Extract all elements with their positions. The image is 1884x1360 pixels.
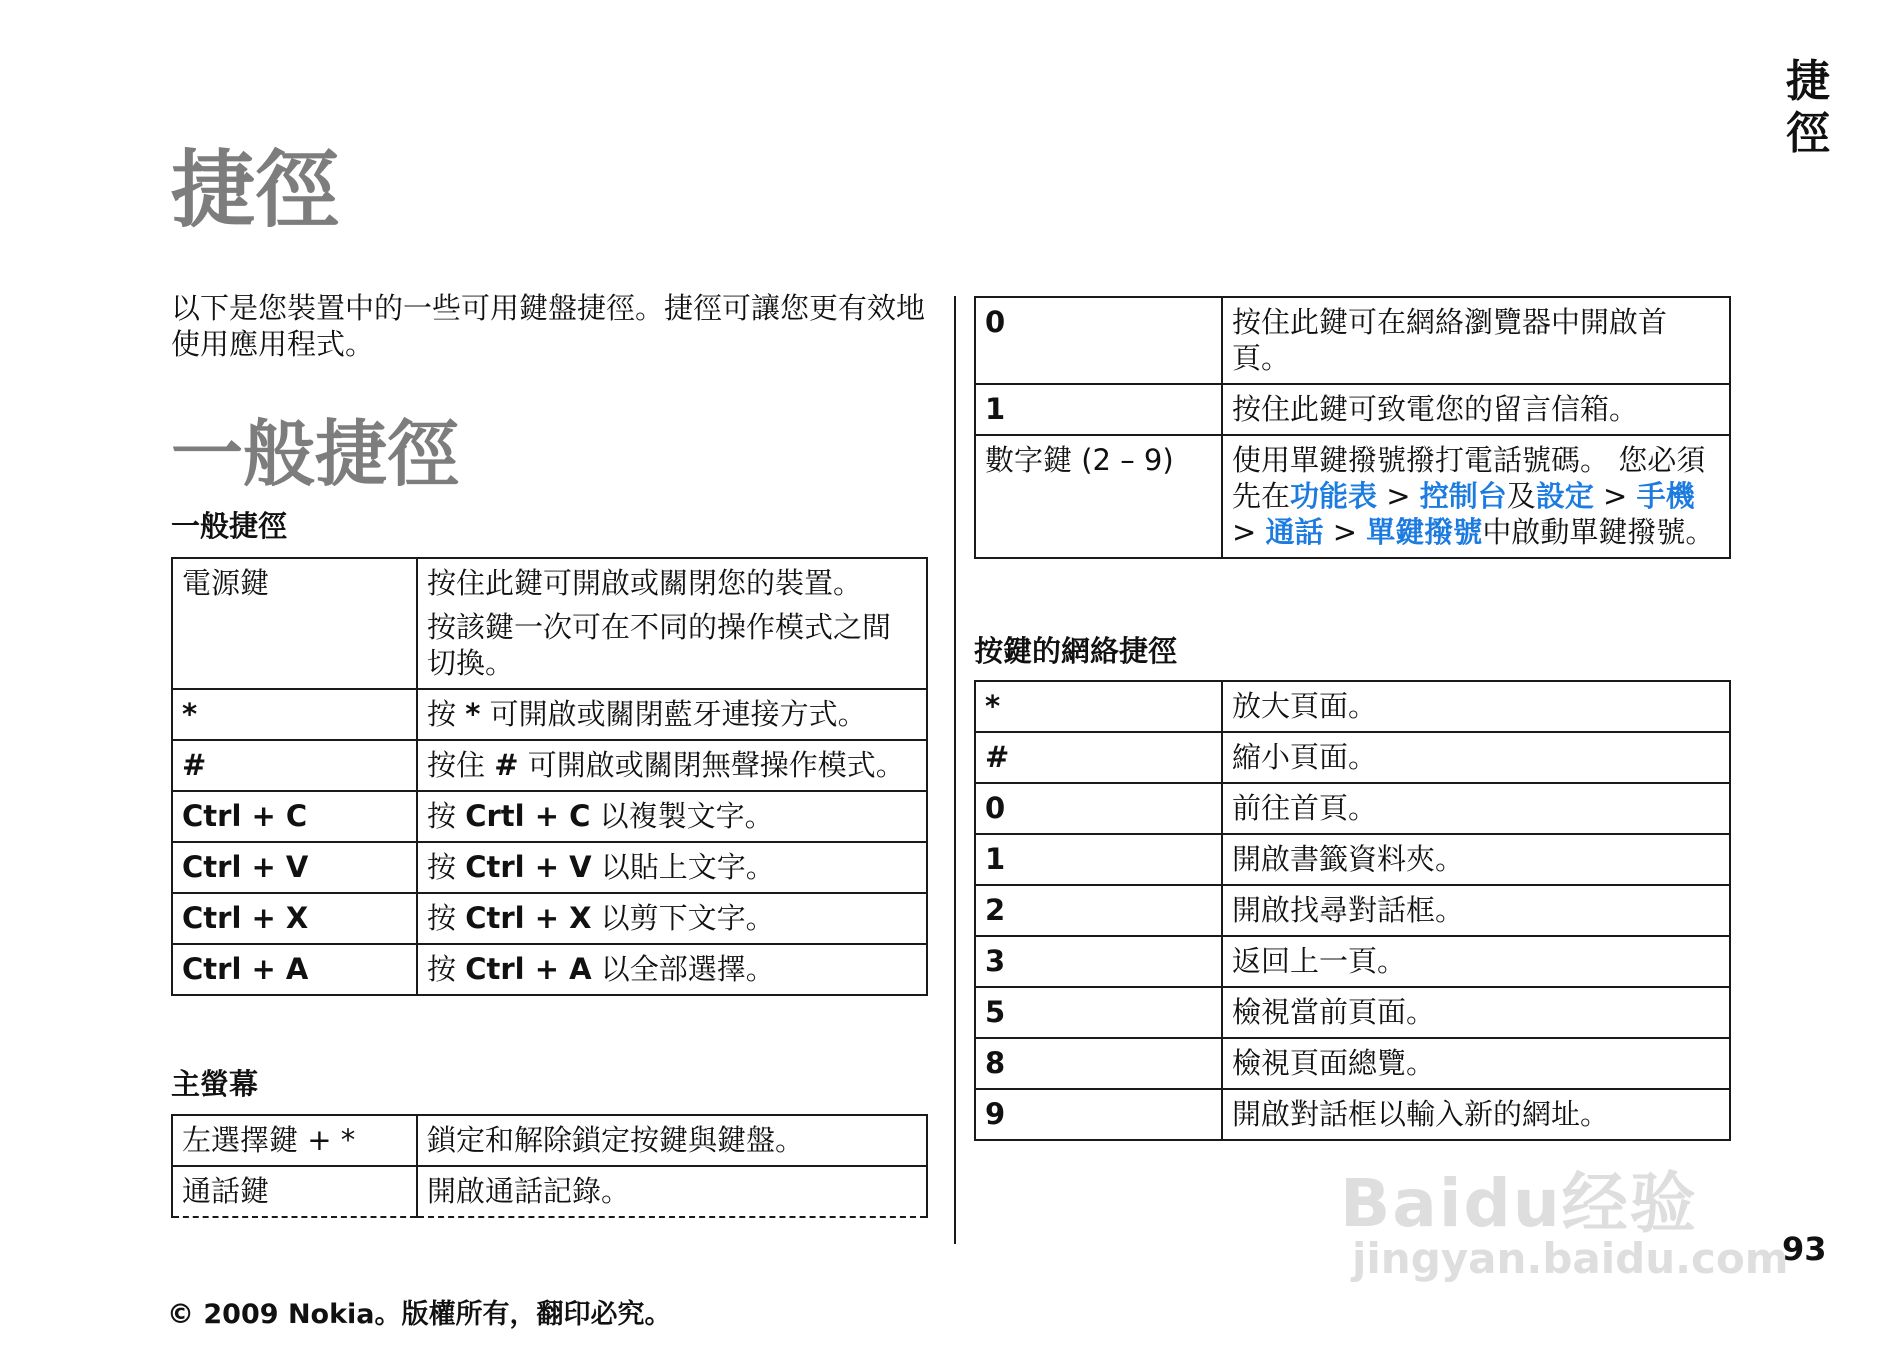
- table-row: [975, 936, 1730, 987]
- desc-cell: 按住此鍵可致電您的留言信箱。: [1222, 384, 1730, 435]
- desc-post: 以剪下文字。: [591, 901, 775, 935]
- table-row: [975, 885, 1730, 936]
- desc-key: Ctrl + V: [465, 850, 592, 884]
- desc-text-2: 按該鍵一次可在不同的操作模式之間切換。: [427, 610, 892, 680]
- key-cell: 2: [975, 885, 1222, 936]
- web-shortcuts-table: [974, 680, 1731, 1141]
- table-row: [172, 558, 927, 689]
- table-row: [975, 1038, 1730, 1089]
- key-cell: Ctrl + V: [172, 842, 417, 893]
- desc-cell: 放大頁面。: [1222, 681, 1730, 732]
- table-row: [172, 842, 927, 893]
- desc-key: Crtl + C: [465, 799, 591, 833]
- key-cell: 3: [975, 936, 1222, 987]
- speed-dial-link[interactable]: 單鍵撥號: [1366, 515, 1483, 549]
- right-shortcuts-table: [974, 296, 1731, 559]
- desc-post: 可開啟或關閉無聲操作模式。: [518, 748, 905, 782]
- column-divider: [954, 296, 956, 1244]
- desc-post: 以複製文字。: [590, 799, 774, 833]
- home-heading: 主螢幕: [171, 1067, 259, 1101]
- table-row: [975, 732, 1730, 783]
- general-shortcuts-table: [171, 557, 928, 996]
- desc-cell: [417, 893, 927, 944]
- desc-cell: 按住此鍵可在網絡瀏覽器中開啟首頁。: [1222, 297, 1730, 384]
- desc-cell: 開啟找尋對話框。: [1222, 885, 1730, 936]
- copyright-footer: © 2009 Nokia。版權所有，翻印必究。: [167, 1299, 672, 1330]
- path-separator: >: [1323, 515, 1367, 549]
- page-title: 捷徑: [171, 141, 340, 239]
- desc-cell: [417, 558, 927, 689]
- table-row: [172, 1115, 927, 1166]
- desc-pre: 按住: [427, 748, 495, 782]
- path-separator: >: [1232, 515, 1266, 549]
- table-row: [975, 987, 1730, 1038]
- key-cell: 0: [975, 297, 1222, 384]
- desc-cell: 開啟對話框以輸入新的網址。: [1222, 1089, 1730, 1140]
- key-cell: 0: [975, 783, 1222, 834]
- key-cell: 通話鍵: [172, 1166, 417, 1217]
- desc-cell: [1222, 435, 1730, 558]
- key-cell: Ctrl + C: [172, 791, 417, 842]
- key-cell: 5: [975, 987, 1222, 1038]
- desc-cell: 檢視頁面總覽。: [1222, 1038, 1730, 1089]
- settings-link[interactable]: 設定: [1535, 479, 1594, 513]
- general-heading: 一般捷徑: [171, 509, 288, 543]
- desc-pre: 按: [427, 850, 466, 884]
- desc-cell: 縮小頁面。: [1222, 732, 1730, 783]
- key-cell: 左選擇鍵 + *: [172, 1115, 417, 1166]
- section-title: 一般捷徑: [171, 412, 460, 496]
- desc-key: *: [465, 697, 481, 731]
- table-row: [975, 297, 1730, 384]
- desc-post: 以貼上文字。: [591, 850, 775, 884]
- desc-text: 使用單鍵撥號撥打電話號碼。 您必須先在: [1232, 443, 1706, 513]
- table-row: [172, 893, 927, 944]
- key-cell: 1: [975, 834, 1222, 885]
- desc-pre: 按: [427, 799, 466, 833]
- desc-pre: 按: [427, 952, 466, 986]
- key-cell: #: [172, 740, 417, 791]
- desc-key: Ctrl + X: [465, 901, 592, 935]
- desc-cell: 前往首頁。: [1222, 783, 1730, 834]
- table-row: [172, 944, 927, 995]
- table-row: [975, 681, 1730, 732]
- desc-cell: 開啟書籤資料夾。: [1222, 834, 1730, 885]
- key-cell: Ctrl + A: [172, 944, 417, 995]
- desc-cell: [417, 842, 927, 893]
- desc-cell: 鎖定和解除鎖定按鍵與鍵盤。: [417, 1115, 927, 1166]
- key-cell: 1: [975, 384, 1222, 435]
- home-shortcuts-table: [171, 1114, 928, 1218]
- web-heading: 按鍵的網絡捷徑: [974, 634, 1178, 668]
- table-row: [975, 834, 1730, 885]
- desc-pre: 按: [427, 697, 466, 731]
- key-cell: 電源鍵: [172, 558, 417, 689]
- desc-cell: 檢視當前頁面。: [1222, 987, 1730, 1038]
- desc-cell: [417, 689, 927, 740]
- key-cell: *: [172, 689, 417, 740]
- table-row: [975, 435, 1730, 558]
- watermark-url: jingyan.baidu.com: [1352, 1234, 1789, 1283]
- desc-cell: 開啟通話記錄。: [417, 1166, 927, 1217]
- desc-cell: [417, 944, 927, 995]
- desc-key: Ctrl + A: [465, 952, 592, 986]
- desc-key: #: [494, 748, 519, 782]
- desc-pre: 按: [427, 901, 466, 935]
- intro-paragraph: 以下是您裝置中的一些可用鍵盤捷徑。捷徑可讓您更有效地使用應用程式。: [171, 291, 926, 361]
- desc-cell: [417, 791, 927, 842]
- desc-cell: [417, 740, 927, 791]
- call-link[interactable]: 通話: [1265, 515, 1324, 549]
- desc-post: 可開啟或關閉藍牙連接方式。: [480, 697, 867, 731]
- watermark-logo: Baidu经验: [1340, 1165, 1698, 1242]
- page-number: 93: [1782, 1230, 1827, 1268]
- key-cell: #: [975, 732, 1222, 783]
- table-row: [172, 1166, 927, 1217]
- key-cell: *: [975, 681, 1222, 732]
- key-cell: 9: [975, 1089, 1222, 1140]
- key-cell: 數字鍵 (2 – 9): [975, 435, 1222, 558]
- table-row: [975, 783, 1730, 834]
- conjunction-text: 及: [1506, 479, 1536, 513]
- table-row: [172, 791, 927, 842]
- desc-post: 以全部選擇。: [591, 952, 775, 986]
- desc-text: 按住此鍵可開啟或關閉您的裝置。: [427, 566, 863, 600]
- phone-link[interactable]: 手機: [1636, 479, 1695, 513]
- side-section-label: 捷徑: [1786, 56, 1830, 159]
- menu-link[interactable]: 功能表: [1290, 479, 1378, 513]
- table-row: [172, 740, 927, 791]
- desc-cell: 返回上一頁。: [1222, 936, 1730, 987]
- table-row: [975, 384, 1730, 435]
- path-separator: >: [1593, 479, 1637, 513]
- control-panel-link[interactable]: 控制台: [1419, 479, 1507, 513]
- key-cell: 8: [975, 1038, 1222, 1089]
- key-cell: Ctrl + X: [172, 893, 417, 944]
- table-row: [172, 689, 927, 740]
- path-separator: >: [1377, 479, 1420, 513]
- table-row: [975, 1089, 1730, 1140]
- desc-text-end: 中啟動單鍵撥號。: [1482, 515, 1715, 549]
